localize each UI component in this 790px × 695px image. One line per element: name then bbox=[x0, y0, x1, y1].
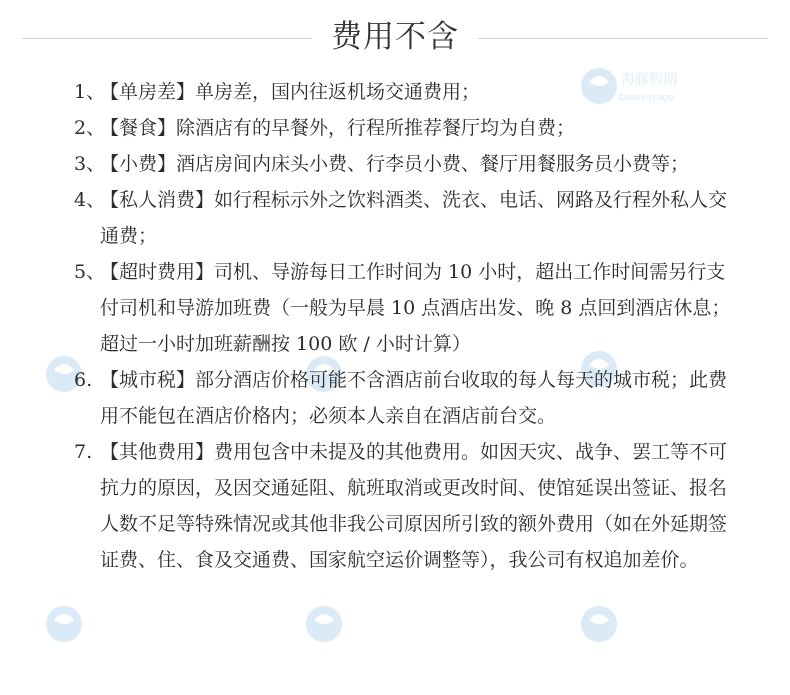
list-item bbox=[74, 254, 742, 362]
item-tag: 【餐食】 bbox=[100, 117, 177, 139]
item-text: 单房差，国内往返机场交通费用； bbox=[195, 81, 481, 103]
exclusions-list bbox=[74, 74, 742, 578]
watermark-logo bbox=[300, 590, 392, 660]
list-item bbox=[74, 146, 742, 182]
dolphin-logo-icon bbox=[575, 590, 667, 660]
item-text: 酒店房间内床头小费、行李员小费、餐厅用餐服务员小费等； bbox=[176, 153, 690, 175]
item-tag: 【单房差】 bbox=[100, 81, 196, 103]
item-text: 如行程标示外之饮料酒类、洗衣、电话、网路及行程外私人交通费； bbox=[100, 189, 728, 247]
list-item bbox=[74, 434, 742, 578]
item-number: 5、 bbox=[74, 261, 106, 283]
list-item bbox=[74, 110, 742, 146]
item-tag: 【小费】 bbox=[100, 153, 177, 175]
item-number: 2、 bbox=[74, 117, 106, 139]
dolphin-logo-icon bbox=[40, 590, 132, 660]
item-text: 部分酒店价格可能不含酒店前台收取的每人每天的城市税；此费用不能包在酒店价格内；必须本人亲自在酒店前台交。 bbox=[100, 369, 728, 427]
item-text: 费用包含中未提及的其他费用。如因天灾、战争、罢工等不可抗力的原因，及因交通延阻、航班取消或更改时间、使馆延误出签证、报名人数不足等特殊情况或其他非我公司原因所引致的额外费用（如在外延期签证费、住、食及交通费、国家航空运价调整等），我公司有权追加差价。 bbox=[100, 441, 728, 571]
item-number: 6. bbox=[74, 369, 93, 391]
watermark-text: 海豚假期 bbox=[621, 72, 677, 88]
item-number: 7. bbox=[74, 441, 93, 463]
item-tag: 【其他费用】 bbox=[100, 441, 215, 463]
item-tag: 【城市税】 bbox=[100, 369, 196, 391]
section-header bbox=[0, 14, 790, 62]
list-item bbox=[74, 74, 742, 110]
item-number: 4、 bbox=[74, 189, 106, 211]
item-number: 1、 bbox=[74, 81, 106, 103]
list-item bbox=[74, 182, 742, 254]
page-title: 费用不含 bbox=[331, 19, 459, 55]
watermark-logo bbox=[575, 590, 667, 660]
item-text: 司机、导游每日工作时间为 10 小时，超出工作时间需另行支付司机和导游加班费（一般为早晨 10 点酒店出发、晚 8 点回到酒店休息；超过一小时加班薪酬按 100 欧 / 小时计算） bbox=[100, 261, 731, 355]
item-text: 除酒店有的早餐外，行程所推荐餐厅均为自费； bbox=[176, 117, 576, 139]
item-tag: 【私人消费】 bbox=[100, 189, 215, 211]
header-divider-right bbox=[478, 38, 768, 39]
watermark-logo bbox=[40, 590, 132, 660]
item-tag: 【超时费用】 bbox=[100, 261, 215, 283]
watermark-subtext: Dearvoyage bbox=[619, 93, 674, 103]
list-item bbox=[74, 362, 742, 434]
dolphin-logo-icon bbox=[300, 590, 392, 660]
item-number: 3、 bbox=[74, 153, 106, 175]
